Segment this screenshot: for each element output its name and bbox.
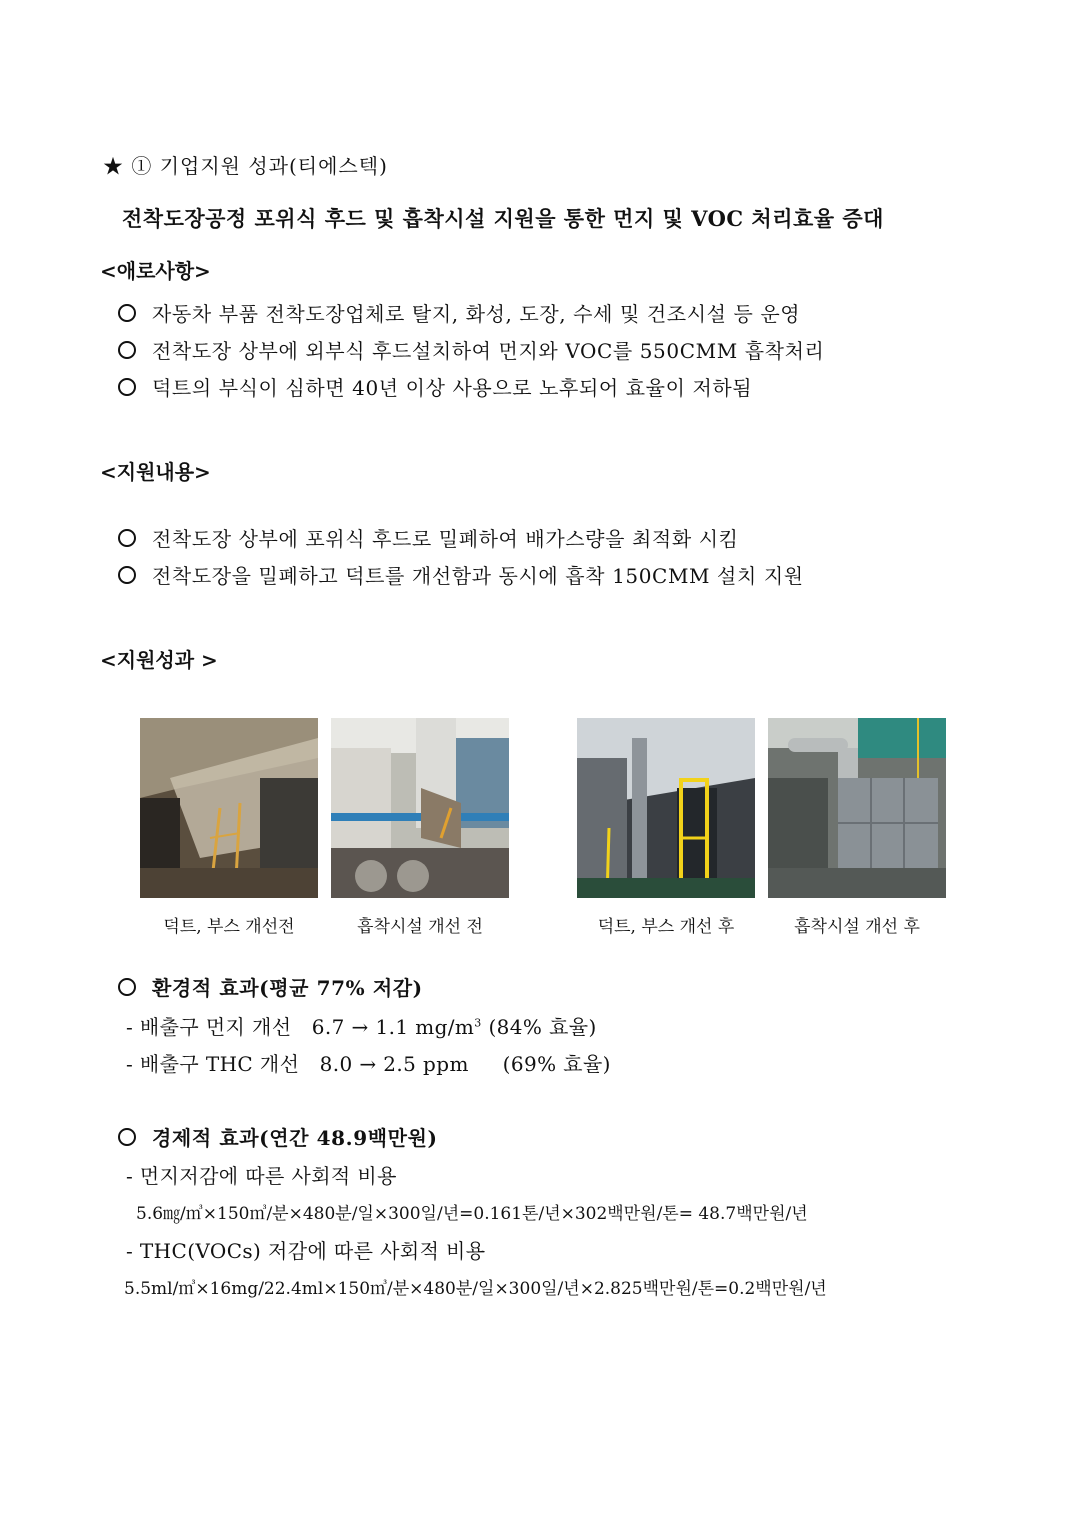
photo-caption: 흡착시설 개선 전 [357,917,483,937]
circle-bullet-icon [118,304,136,322]
photo-caption: 덕트, 부스 개선 후 [597,917,735,937]
circle-bullet-icon [118,978,136,996]
project-subtitle: 전착도장공정 포위식 후드 및 흡착시설 지원을 통한 먼지 및 VOC 처리효율 증대 [122,206,884,231]
support-heading: <지원내용> [100,460,211,484]
circle-bullet-icon [118,1128,136,1146]
photo-caption: 흡착시설 개선 후 [794,917,920,937]
difficulty-item: 전착도장 상부에 외부식 후드설치하여 먼지와 VOC를 550CMM 흡착처리 [118,335,824,364]
photo-duct-after [577,718,755,898]
env-effect-dust: - 배출구 먼지 개선 6.7 → 1.1 $mg/m^3$ (84% 효율) [126,1015,597,1039]
difficulty-item: 자동차 부품 전착도장업체로 탈지, 화성, 도장, 수세 및 건조시설 등 운영 [118,298,800,327]
difficulty-item: 덕트의 부식이 심하면 40년 이상 사용으로 노후되어 효율이 저하됨 [118,372,752,401]
circle-bullet-icon [118,341,136,359]
results-heading: <지원성과 > [100,648,218,672]
difficulties-heading: <애로사항> [100,259,211,283]
econ-dust-cost-label: - 먼지저감에 따른 사회적 비용 [126,1164,397,1188]
circle-bullet-icon [118,378,136,396]
support-item: 전착도장 상부에 포위식 후드로 밀폐하여 배가스량을 최적화 시킴 [118,523,739,552]
support-item: 전착도장을 밀폐하고 덕트를 개선함과 동시에 흡착 150CMM 설치 지원 [118,560,804,589]
circle-bullet-icon [118,566,136,584]
econ-thc-formula: 5.5ml/㎥×16mg/22.4ml×150㎥/분×480분/일×300일/년×2.825백만원/톤=0.2백만원/년 [124,1279,827,1299]
photo-caption: 덕트, 부스 개선전 [163,917,295,937]
econ-effect-heading: 경제적 효과(연간 48.9백만원) [118,1122,438,1151]
env-effect-thc: - 배출구 THC 개선 8.0 → 2.5 ppm (69% 효율) [126,1052,611,1076]
photo-adsorption-after [768,718,946,898]
photo-duct-before [140,718,318,898]
circle-bullet-icon [118,529,136,547]
photo-adsorption-before [331,718,509,898]
econ-thc-cost-label: - THC(VOCs) 저감에 따른 사회적 비용 [126,1239,486,1263]
econ-dust-formula: 5.6㎎/㎥×150㎥/분×480분/일×300일/년=0.161톤/년×302백만원/톤= 48.7백만원/년 [136,1204,808,1224]
env-effect-heading: 환경적 효과(평균 77% 저감) [118,972,423,1001]
page-title: ★ ① 기업지원 성과(티에스텍) [103,154,388,178]
